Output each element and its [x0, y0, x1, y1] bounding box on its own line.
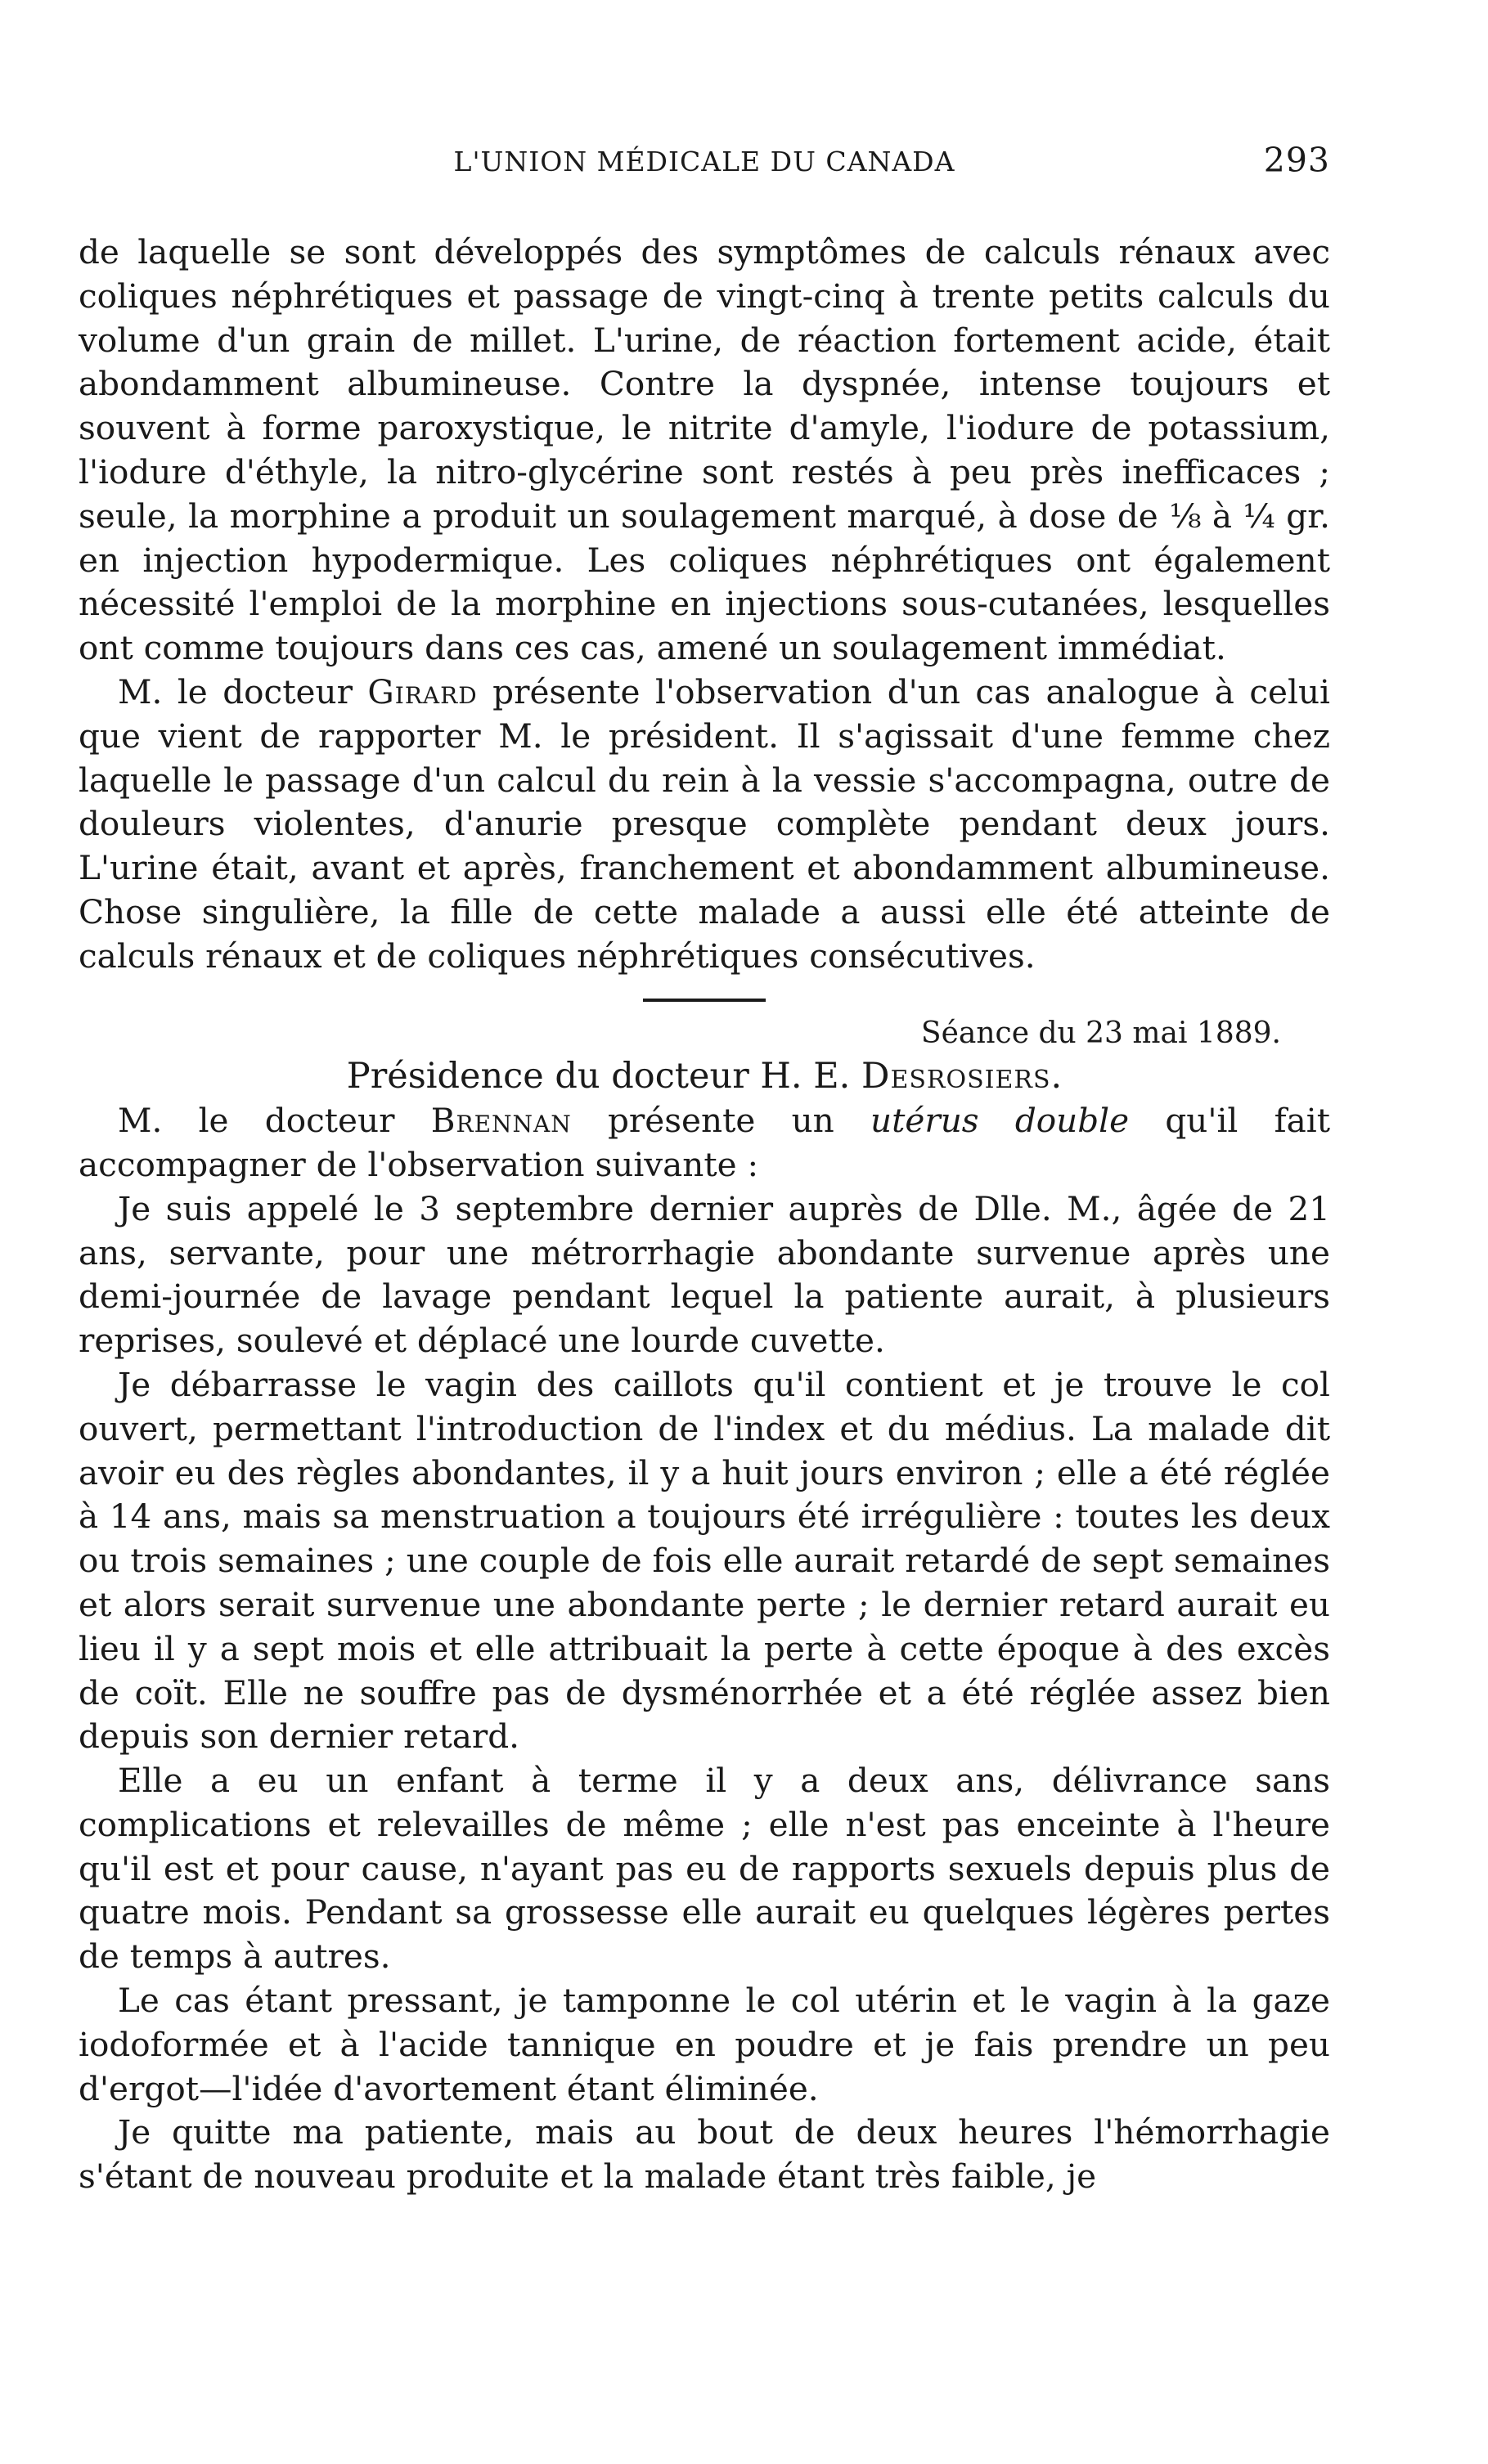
paragraph-7: Le cas étant pressant, je tamponne le col utérin et le vagin à la gaze iodoformée et à l'acide tannique en poudre et je fais prendre un peu d'ergot—l'idée d'avortement étant éliminée.: [79, 1981, 1330, 2108]
section-divider: [643, 999, 766, 1002]
paragraph-1: de laquelle se sont développés des symptômes de calculs rénaux avec coliques néphrétiques et passage de vingt-cinq à trente petits calculs du volume d'un grain de millet. L'urine, de réaction fortement acide, était abondamment albumineuse. Contre la dyspnée, intense toujours et souvent à forme paroxystique, le nitrite d'amyle, l'iodure de potassium, l'iodure d'éthyle, la nitro-glycérine sont restés à peu près inefficaces ; seule, la morphine a produit un soulagement marqué, à dose de ⅛ à ¼ gr. en injection hypodermique. Les coliques néphrétiques ont également nécessité l'emploi de la morphine en injections sous-cutanées, lesquelles ont comme toujours dans ces cas, amené un soulagement immédiat.: [79, 232, 1330, 668]
journal-title: L'UNION MÉDICALE DU CANADA: [453, 146, 955, 177]
term-uterus-double: utérus double: [870, 1101, 1130, 1141]
presidency-prefix: Présidence du docteur H. E.: [346, 1056, 861, 1097]
paragraph-6: Elle a eu un enfant à terme il y a deux ans, délivrance sans complications et relevailles de même ; elle n'est pas enceinte à l'heure qu'il est et pour cause, n'ayant pas eu de rapports sexuels depuis plus de quatre mois. Pendant sa grossesse elle aurait eu quelques légères pertes de temps à autres.: [79, 1761, 1330, 1977]
presidency-line: [79, 1055, 1330, 1099]
paragraph-5: Je débarrasse le vagin des caillots qu'il contient et je trouve le col ouvert, permettant l'introduction de l'index et du médius. La malade dit avoir eu des règles abondantes, il y a huit jours environ ; elle a été réglée à 14 ans, mais sa menstruation a toujours été irrégulière : toutes les deux ou trois semaines ; une couple de fois elle aurait retardé de sept semaines et alors serait survenue une abondante perte ; le dernier retard aurait eu lieu il y a sept mois et elle attribuait la perte à cette époque à des excès de coït. Elle ne souffre pas de dysménorrhée et a été réglée assez bien depuis son dernier retard.: [79, 1364, 1330, 1757]
page-number: 293: [1263, 141, 1330, 180]
presidency-suffix: .: [1050, 1056, 1063, 1097]
article-body: [79, 231, 1330, 2199]
paragraph-3-prefix: M. le docteur: [118, 1101, 431, 1141]
paragraph-3-text: qu'il fait accompagner de l'observation suivante :: [79, 1101, 1331, 1184]
paragraph-4: Je suis appelé le 3 septembre dernier auprès de Dlle. M., âgée de 21 ans, servante, pour une métrorrhagie abondante survenue après une demi-journée de lavage pendant lequel la patiente aurait, à plusieurs reprises, soulevé et déplacé une lourde cuvette.: [79, 1188, 1330, 1361]
presidency-name: Desrosiers: [861, 1056, 1051, 1097]
doctor-name-girard: Girard: [367, 671, 478, 711]
paragraph-2-prefix: M. le docteur: [118, 671, 368, 711]
doctor-name-brennan: Brennan: [430, 1101, 572, 1141]
paragraph-3: [79, 1099, 1330, 1187]
session-date: Séance du 23 mai 1889.: [920, 1016, 1281, 1050]
paragraph-3-mid: présente un: [571, 1101, 871, 1141]
paragraph-8: Je quitte ma patiente, mais au bout de deux heures l'hémorrhagie s'étant de nouveau produite et la malade étant très faible, je: [79, 2112, 1330, 2197]
running-head: [79, 141, 1330, 186]
paragraph-2-text: présente l'observation d'un cas analogue à celui que vient de rapporter M. le président. Il s'agissait d'une femme chez laquelle le passage d'un calcul du rein à la vessie s'accompagna, outre de douleurs violentes, d'anurie presque complète pendant deux jours. L'urine était, avant et après, franchement et abondamment albumineuse. Chose singulière, la fille de cette malade a aussi elle été atteinte de calculs rénaux et de coliques néphrétiques consécutives.: [79, 671, 1330, 976]
paragraph-2: [79, 671, 1330, 979]
